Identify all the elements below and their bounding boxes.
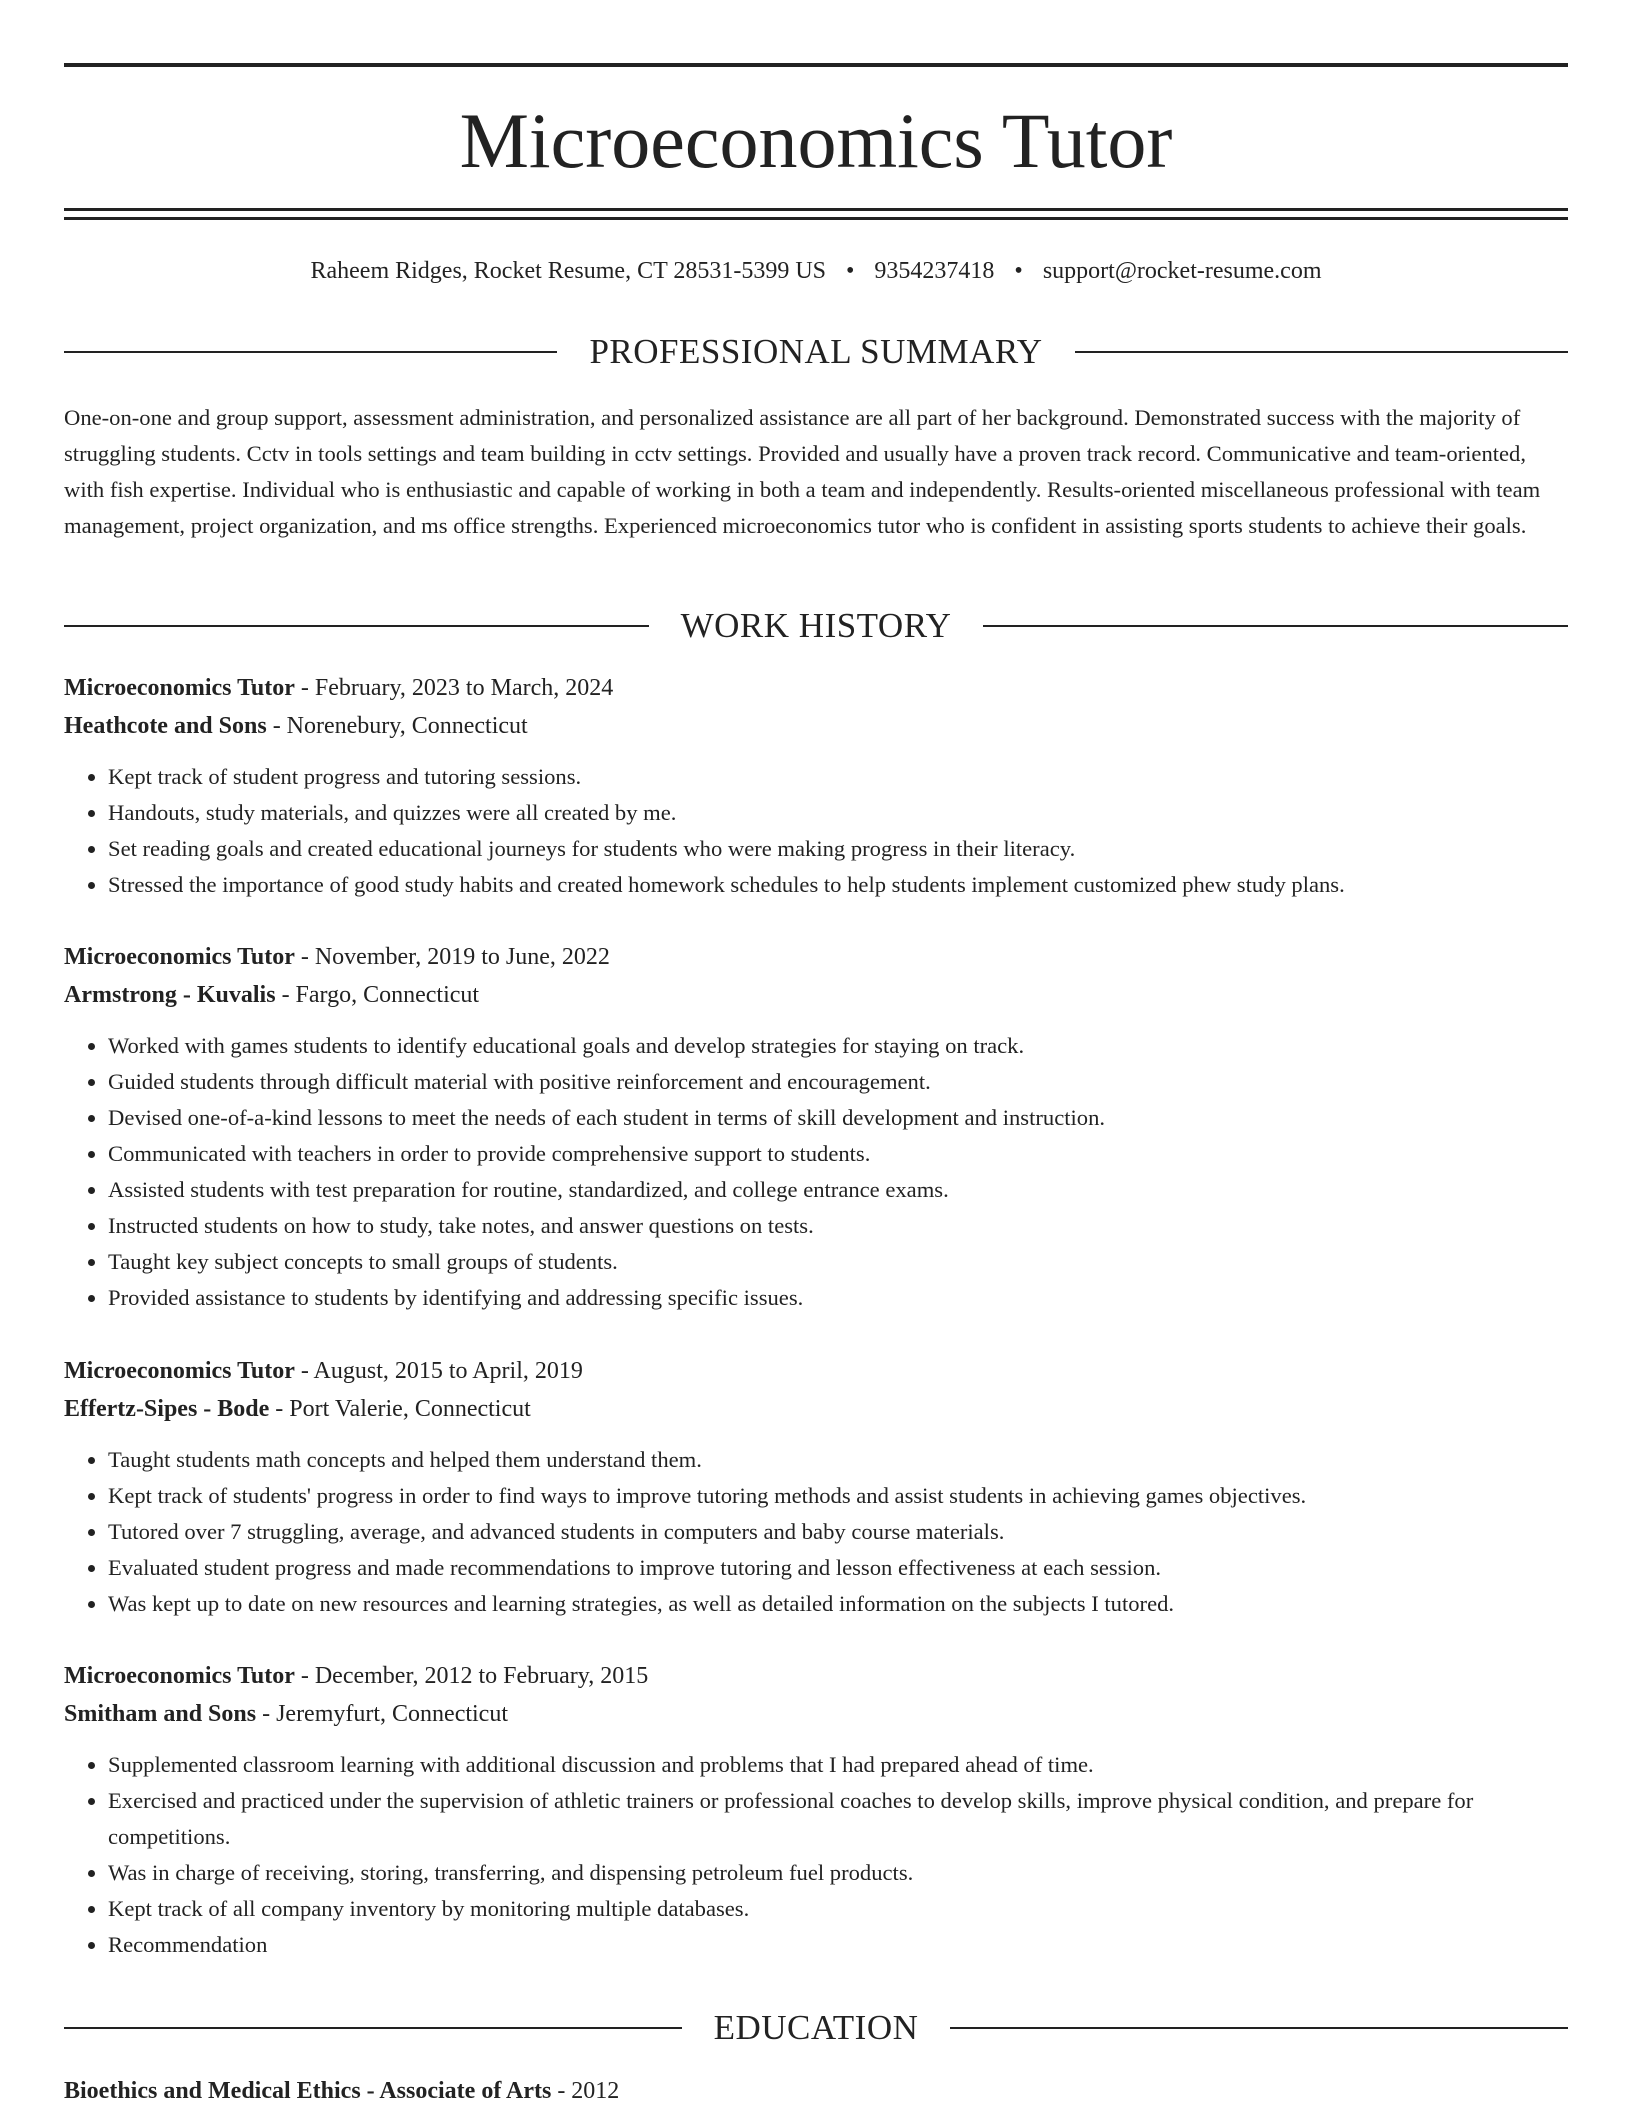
heading-rule-left bbox=[64, 2027, 682, 2029]
list-item: • Devised one-of-a-kind lessons to meet the needs of each student in terms of skill development and instruction. bbox=[108, 1100, 1568, 1136]
job-entry bbox=[64, 1352, 1568, 1622]
job-entry bbox=[64, 669, 1568, 903]
list-item: • Handouts, study materials, and quizzes were all created by me. bbox=[108, 795, 1568, 831]
list-item: • Instructed students on how to study, take notes, and answer questions on tests. bbox=[108, 1208, 1568, 1244]
education-year: - 2012 bbox=[551, 2078, 620, 2104]
list-item: • Kept track of students' progress in order to find ways to improve tutoring methods and assist students in achieving games objectives. bbox=[108, 1478, 1568, 1514]
heading-rule-left bbox=[64, 625, 649, 627]
job-location: - Norenebury, Connecticut bbox=[266, 713, 528, 739]
list-item: • Set reading goals and created educational journeys for students who were making progress in their literacy. bbox=[108, 831, 1568, 867]
list-item: • Taught key subject concepts to small groups of students. bbox=[108, 1244, 1568, 1280]
job-role: Microeconomics Tutor bbox=[64, 1663, 295, 1689]
job-title-line bbox=[64, 1657, 1568, 1695]
heading-rule-right bbox=[950, 2027, 1568, 2029]
job-company-line bbox=[64, 1390, 1568, 1428]
job-title-line bbox=[64, 1352, 1568, 1390]
section-title: WORK HISTORY bbox=[680, 606, 952, 645]
section-title: EDUCATION bbox=[713, 2008, 919, 2047]
list-item: • Evaluated student progress and made recommendations to improve tutoring and lesson effectiveness at each session. bbox=[108, 1550, 1568, 1586]
education-degree: Bioethics and Medical Ethics - Associate of Arts bbox=[64, 2078, 552, 2104]
list-item: • Communicated with teachers in order to provide comprehensive support to students. bbox=[108, 1136, 1568, 1172]
job-bullets bbox=[64, 1442, 1568, 1622]
list-item: • Taught students math concepts and helped them understand them. bbox=[108, 1442, 1568, 1478]
list-item: • Provided assistance to students by identifying and addressing specific issues. bbox=[108, 1280, 1568, 1316]
job-entry bbox=[64, 1657, 1568, 1963]
job-title-line bbox=[64, 938, 1568, 976]
resume-title: Microeconomics Tutor bbox=[459, 97, 1173, 184]
job-role: Microeconomics Tutor bbox=[64, 944, 295, 970]
list-item: • Was kept up to date on new resources and learning strategies, as well as detailed information on the subjects I tutored. bbox=[108, 1586, 1568, 1622]
section-heading-education bbox=[64, 2008, 1568, 2048]
list-item: • Supplemented classroom learning with additional discussion and problems that I had prepared ahead of time. bbox=[108, 1747, 1568, 1783]
job-company-line bbox=[64, 707, 1568, 745]
contact-line bbox=[64, 255, 1568, 287]
contact-email: support@rocket-resume.com bbox=[1042, 258, 1322, 284]
heading-rule-left bbox=[64, 351, 557, 353]
list-item: • Stressed the importance of good study habits and created homework schedules to help students implement customized phew study plans. bbox=[108, 867, 1568, 903]
list-item: • Assisted students with test preparation for routine, standardized, and college entrance exams. bbox=[108, 1172, 1568, 1208]
contact-separator: • bbox=[1014, 258, 1023, 284]
professional-summary: One-on-one and group support, assessment administration, and personalized assistance are all part of her background. Demonstrated success with the majority of struggling students. Cctv in tools settings and team building in cctv settings. Provided and usually have a proven track record. Communicative and team-oriented, with fish expertise. Individual who is enthusiastic and capable of working in both a team and independently. Results-oriented miscellaneous professional with team management, project organization, and ms office strengths. Experienced microeconomics tutor who is confident in assisting sports students to achieve their goals. bbox=[64, 405, 1541, 538]
top-rule bbox=[64, 63, 1568, 67]
job-dates: - November, 2019 to June, 2022 bbox=[294, 944, 610, 970]
job-company: Heathcote and Sons bbox=[64, 713, 267, 739]
title-double-rule bbox=[64, 208, 1568, 220]
job-bullets bbox=[64, 759, 1568, 903]
contact-address: Raheem Ridges, Rocket Resume, CT 28531-5399 US bbox=[310, 258, 826, 284]
section-title: PROFESSIONAL SUMMARY bbox=[589, 332, 1043, 371]
list-item: • Recommendation bbox=[108, 1927, 1568, 1963]
list-item: • Was in charge of receiving, storing, transferring, and dispensing petroleum fuel products. bbox=[108, 1855, 1568, 1891]
job-company-line bbox=[64, 976, 1568, 1014]
job-bullets bbox=[64, 1028, 1568, 1316]
job-dates: - August, 2015 to April, 2019 bbox=[294, 1358, 583, 1384]
job-dates: - December, 2012 to February, 2015 bbox=[294, 1663, 649, 1689]
heading-rule-right bbox=[1075, 351, 1568, 353]
job-role: Microeconomics Tutor bbox=[64, 1358, 295, 1384]
job-title-line bbox=[64, 669, 1568, 707]
education-entry bbox=[64, 2072, 1568, 2110]
job-location: - Fargo, Connecticut bbox=[275, 982, 480, 1008]
contact-separator: • bbox=[846, 258, 855, 284]
job-company: Smitham and Sons bbox=[64, 1701, 257, 1727]
list-item: • Guided students through difficult material with positive reinforcement and encouragement. bbox=[108, 1064, 1568, 1100]
job-role: Microeconomics Tutor bbox=[64, 675, 295, 701]
job-location: - Port Valerie, Connecticut bbox=[269, 1396, 531, 1422]
section-heading-summary bbox=[64, 332, 1568, 372]
job-entry bbox=[64, 938, 1568, 1316]
contact-phone: 9354237418 bbox=[874, 258, 995, 284]
job-dates: - February, 2023 to March, 2024 bbox=[294, 675, 614, 701]
job-company-line bbox=[64, 1695, 1568, 1733]
list-item: • Worked with games students to identify educational goals and develop strategies for staying on track. bbox=[108, 1028, 1568, 1064]
heading-rule-right bbox=[983, 625, 1568, 627]
job-company: Armstrong - Kuvalis bbox=[64, 982, 276, 1008]
job-location: - Jeremyfurt, Connecticut bbox=[256, 1701, 508, 1727]
list-item: • Kept track of student progress and tutoring sessions. bbox=[108, 759, 1568, 795]
list-item: • Kept track of all company inventory by monitoring multiple databases. bbox=[108, 1891, 1568, 1927]
job-company: Effertz-Sipes - Bode bbox=[64, 1396, 270, 1422]
list-item: • Tutored over 7 struggling, average, and advanced students in computers and baby course materials. bbox=[108, 1514, 1568, 1550]
section-heading-work bbox=[64, 606, 1568, 646]
job-bullets bbox=[64, 1747, 1568, 1963]
list-item: • Exercised and practiced under the supervision of athletic trainers or professional coaches to develop skills, improve physical condition, and prepare for competitions. bbox=[108, 1783, 1568, 1855]
